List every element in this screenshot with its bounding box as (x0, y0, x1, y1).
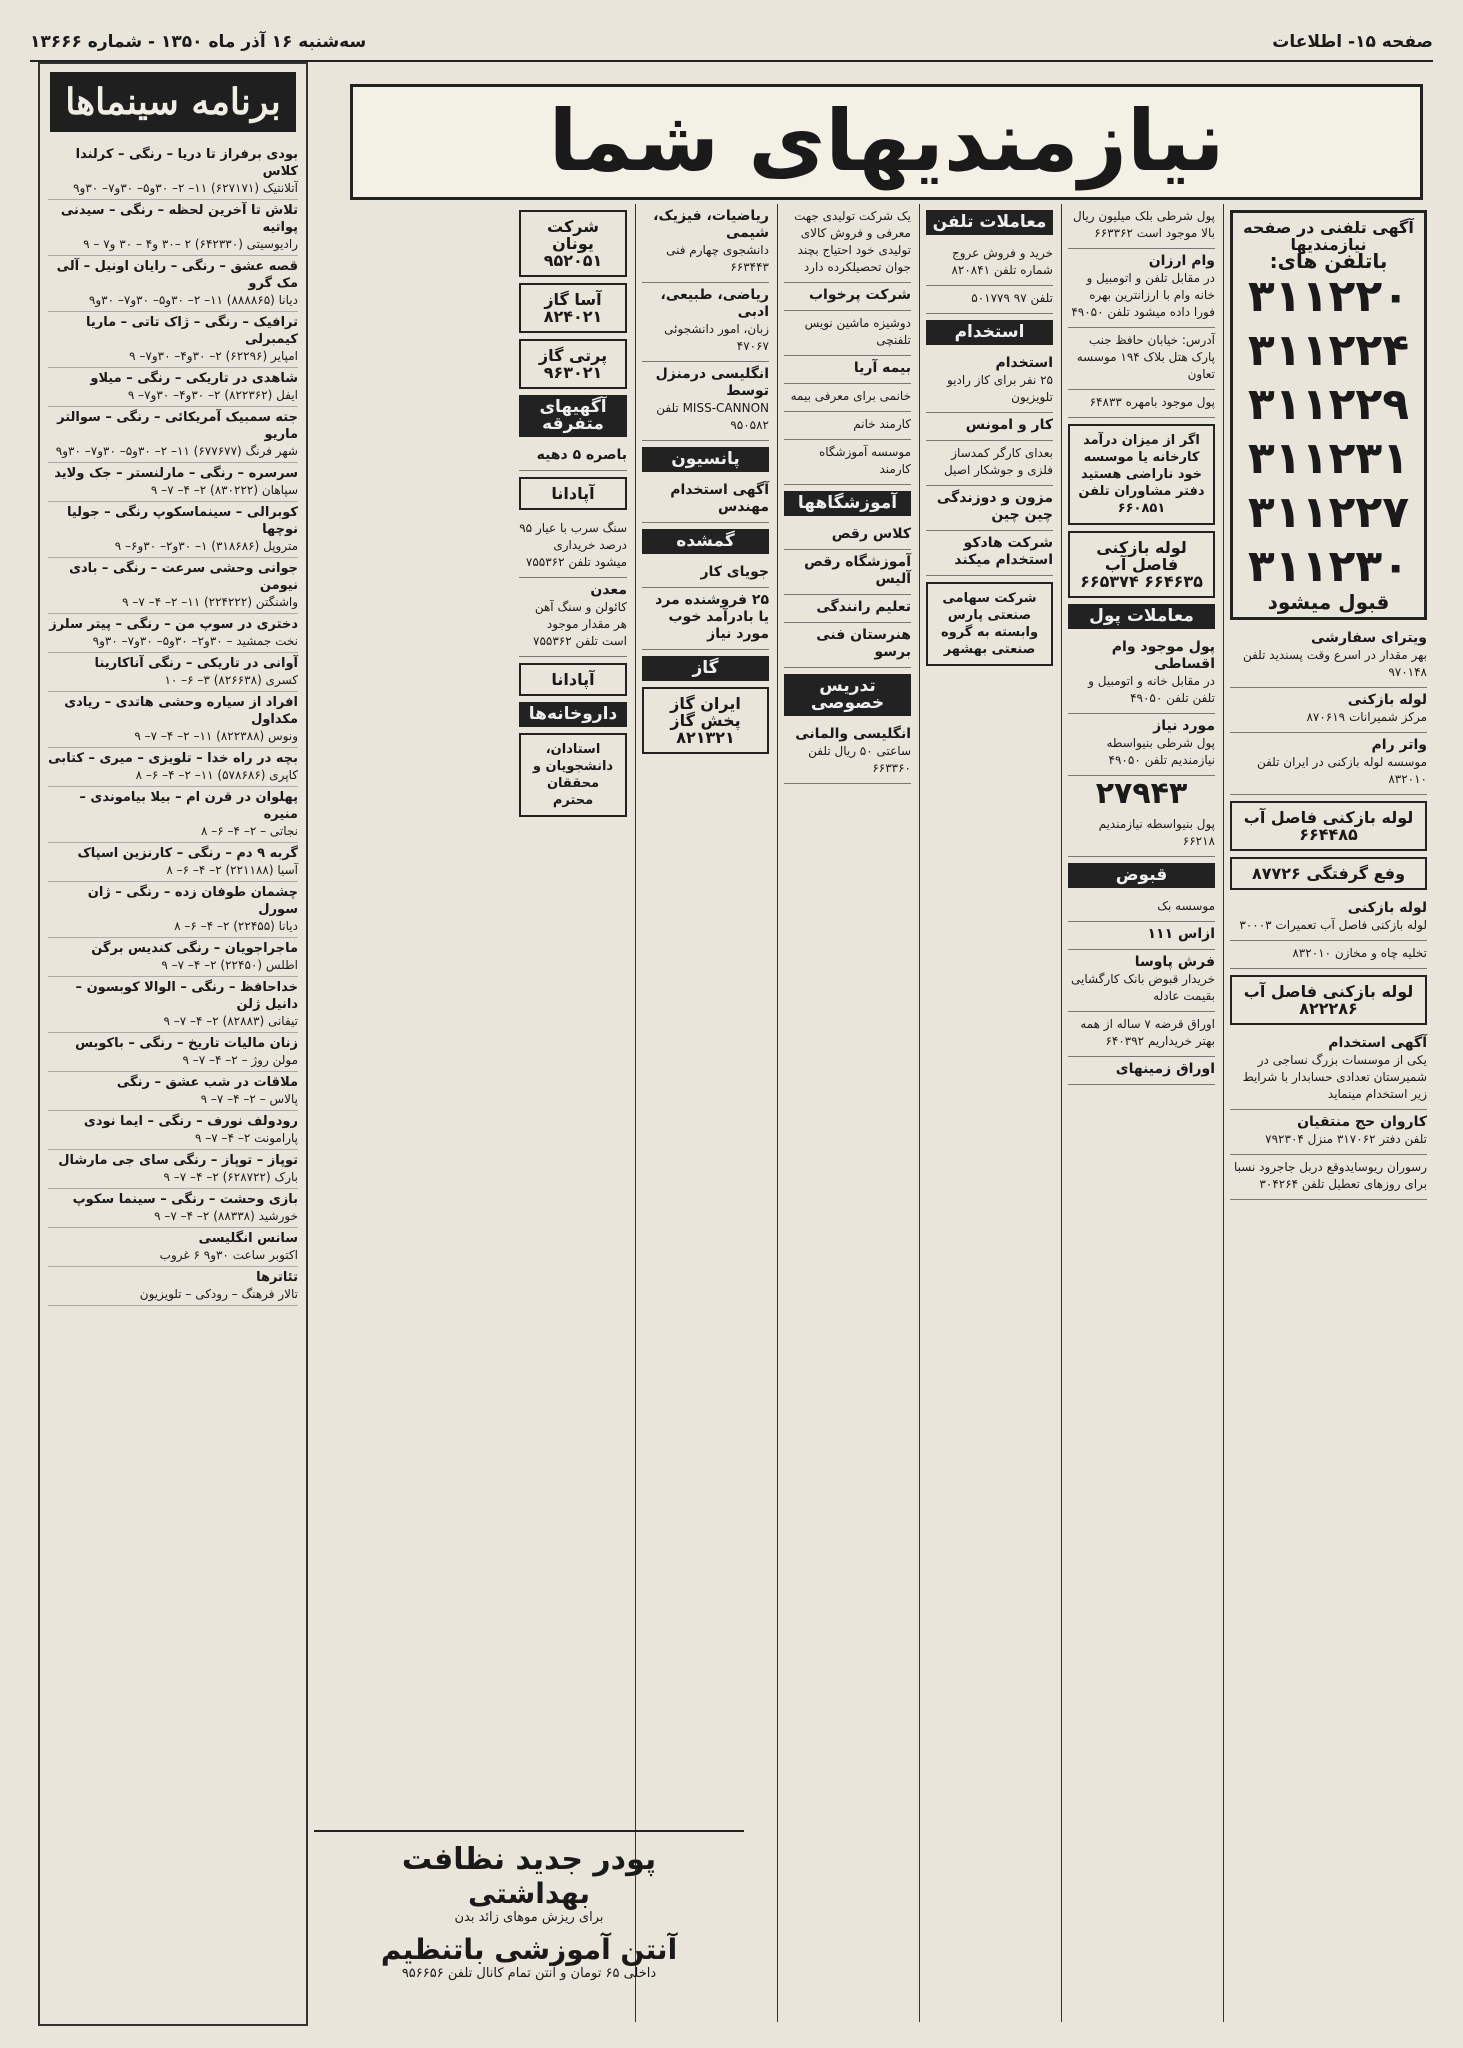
cinema-film-title: دختری در سوپ من – رنگی – پیتر سلرز (49, 617, 298, 632)
ad-well: تخلیه چاه و مخازن ۸۳۲۰۱۰ (1230, 941, 1427, 969)
cinema-film-title: چشمان طوفان زده – رنگی – ژان سورل (87, 885, 298, 917)
phone-list (1239, 270, 1418, 594)
cinema-item (48, 407, 298, 463)
ad-title: فرش پاوسا (1134, 954, 1215, 970)
cinema-film-title: تلاش تا آخرین لحظه – رنگی – سیدنی پواتیه (60, 203, 298, 235)
cinema-film-title: سانس انگلیسی (198, 1231, 298, 1246)
ad-driving (784, 595, 911, 623)
consult-box: اگر از میزان درآمد کارخانه یا موسسه خود ناراضی هستید دفتر مشاوران تلفن ۶۶۰۸۵۱ (1068, 424, 1215, 525)
phone-box-sub: باتلفن های: (1269, 249, 1388, 273)
ad-title: ریاضی، طبیعی، ادبی (660, 287, 769, 320)
page-header (30, 28, 1433, 58)
box-ad: ایران گاز پخش گاز ۸۲۱۳۲۱ (642, 687, 769, 754)
ad-metal: بعدای کارگر کمدساز فلزی و جوشکار اصیل (926, 441, 1053, 486)
ad-vision (519, 443, 627, 471)
ad-english-german (784, 722, 911, 784)
cinema-item (48, 748, 298, 787)
ad-title: جویای کار (700, 564, 769, 580)
cinema-item (48, 1072, 298, 1111)
cinema-film-title: توپاز – توپاز – رنگی سای جی مارشال (58, 1153, 298, 1168)
cinema-program-column (38, 62, 308, 2026)
cinema-item (48, 368, 298, 407)
ad-body: در مقابل خانه و اتومبیل و تلفن تلفن ۴۹۰۵۰ (1088, 674, 1215, 705)
ad-title: ازاس ۱۱۱ (1147, 926, 1215, 942)
big-number: ۲۷۹۴۳ (1095, 776, 1188, 811)
cinema-film-title: بازی وحشت – رنگی – سینما سکوپ (72, 1192, 298, 1207)
ad-phone: تلفن ۹۷ ۵۰۱۷۷۹ (926, 286, 1053, 314)
ad-body: زبان، امور دانشجوئی ۴۷۰۶۷ (664, 322, 769, 353)
ad-title: ۲۵ فروشنده مرد یا بادرآمد خوب مورد نیاز (655, 592, 769, 642)
phone-number: ۳۱۱۲۳۰ (1247, 541, 1410, 592)
cinema-item (48, 200, 298, 256)
cinema-showtimes: ونوس (۸۲۲۳۸۸) ۱۱– ۲– ۴– ۷– ۹ (134, 729, 298, 743)
ad-alice (784, 550, 911, 595)
ad-tailor (926, 486, 1053, 531)
ad-bank: موسسه بک (1068, 894, 1215, 922)
cinema-item (48, 144, 298, 200)
ad-body: بهر مقدار در اسرع وقت پسندید تلفن ۹۷۰۱۴۸ (1242, 648, 1427, 679)
ad-title: معدن (590, 582, 627, 598)
ad-money: پول موجود بامهره ۶۴۸۳۳ (1068, 390, 1215, 418)
ad-typist: دوشیزه ماشین نویس تلفنچی (784, 311, 911, 356)
cinema-showtimes: واشنگتن (۲۲۴۲۲۲) ۱۱– ۲– ۴– ۷– ۹ (122, 595, 298, 609)
phone-number: ۳۱۱۲۲۰ (1247, 271, 1410, 322)
box-ad: لوله بازکنی فاصل آب ۶۶۴۴۸۵ (1230, 801, 1427, 851)
section-pharmacies: داروخانه‌ها (519, 702, 627, 727)
cinema-film-title: ملاقات در شب عشق – رنگی (116, 1075, 298, 1090)
bottom-ad-text: برای ریزش موهای زائد بدن (454, 1910, 604, 1925)
phone-number: ۳۱۱۲۲۹ (1247, 379, 1410, 430)
cinema-film-title: آوانی در تاریکی – رنگی آناکارینا (94, 656, 298, 671)
box-ad: لوله بازکنی فاصل آب ۶۶۴۶۳۵ ۶۶۵۳۷۴ (1068, 531, 1215, 598)
ad-land (1068, 1057, 1215, 1085)
ad-title: واتر رام (1371, 737, 1427, 753)
cinema-showtimes: تیفانی (۸۲۸۸۳) ۲– ۴– ۷– ۹ (163, 1014, 298, 1028)
cinema-showtimes: سپاهان (۸۳۰۲۲۲) ۲– ۴– ۷– ۹ (150, 483, 298, 497)
bottom-ad-price: داخلی ۶۵ تومان و آنتن تمام کانال تلفن ۹۵۶۶۵۶ (401, 1966, 657, 1981)
box-ad: شرکت یونان ۹۵۲۰۵۱ (519, 210, 627, 277)
section-misc: آگهیهای متفرقه (519, 395, 627, 437)
section-receipts: قبوض (1068, 863, 1215, 888)
column-3 (919, 204, 1059, 2022)
cinema-film-title: زنان مالیات تاریخ – رنگی – باکوبس (75, 1036, 298, 1051)
cinema-item (48, 843, 298, 882)
section-gas: گاز (642, 656, 769, 681)
ad-hiring (1230, 1031, 1427, 1110)
ad-address: آدرس: خیابان حافظ جنب پارک هتل بلاک ۱۹۴ موسسه تعاون (1068, 328, 1215, 390)
ad-lady: خانمی برای معرفی بیمه (784, 384, 911, 412)
ad-water-ram (1230, 733, 1427, 795)
ad-salesmen (642, 588, 769, 650)
ad-mine (519, 578, 627, 657)
ad-title: تعلیم رانندگی (816, 599, 911, 615)
cinema-item (48, 938, 298, 977)
cinema-showtimes: دیانا (۲۲۴۵۵) ۲– ۴– ۶– ۸ (174, 919, 298, 933)
section-pension: پانسیون (642, 447, 769, 472)
phone-number: ۳۱۱۲۳۱ (1247, 433, 1410, 484)
column-5 (635, 204, 775, 2022)
cinema-showtimes: آسیا (۲۲۱۱۸۸) ۲– ۴– ۶– ۸ (166, 863, 298, 877)
section-schools: آموزشگاهها (784, 491, 911, 516)
phone-box (1230, 210, 1427, 620)
ad-work (926, 413, 1053, 441)
ad-employment (926, 351, 1053, 413)
box-ad: آپادانا (519, 663, 627, 696)
cinema-item (48, 977, 298, 1033)
cinema-showtimes: پارامونت ۲– ۴– ۷– ۹ (195, 1131, 298, 1145)
ad-title: اوراق زمینهای (1115, 1061, 1215, 1077)
ad-body: MISS-CANNON تلفن ۹۵۰۵۸۲ (656, 401, 769, 432)
ad-phone-sale: خرید و فروش عروج شماره تلفن ۸۲۰۸۴۱ (926, 241, 1053, 286)
cinema-item (48, 558, 298, 614)
bottom-ad-antenna: آنتن آموزشی باتنظیم (380, 1933, 678, 1966)
cinema-showtimes: اکتوبر ساعت ۳۰و۹ ۶ غروب (159, 1248, 298, 1262)
column-1 (1223, 204, 1433, 2022)
ad-body: تلفن دفتر ۳۱۷۰۶۲ منزل ۷۹۲۳۰۴ (1265, 1132, 1427, 1146)
box-ad: آسا گاز ۸۲۴۰۲۱ (519, 283, 627, 333)
ad-body: موسسه لوله بازکنی در ایران تلفن ۸۳۲۰۱۰ (1256, 755, 1427, 786)
cinema-item (48, 1111, 298, 1150)
ad-hadco (926, 531, 1053, 576)
ad-money-2: پول بنیواسطه نیازمندیم ۶۶۲۱۸ (1068, 812, 1215, 857)
cinema-film-title: قصه عشق – رنگی – رایان اونیل – آلی مک گرو (56, 259, 298, 291)
section-lost: گمشده (642, 529, 769, 554)
ad-sleep (784, 283, 911, 311)
ad-title: آگهی استخدام مهندس (670, 482, 769, 515)
cinema-film-title: پهلوان در قرن ام – بیلا بیاموندی – منیره (79, 790, 298, 822)
ad-title: کلاس رقص (831, 526, 911, 542)
ad-title: آگهی استخدام (1328, 1035, 1427, 1051)
cinema-showtimes: ایفل (۸۲۲۳۶۲) ۲– ۳۰و۴– ۳۰و۷– ۹ (127, 388, 298, 402)
box-ad: پرتی گاز ۹۶۳۰۲۱ (519, 339, 627, 389)
ad-clerk: کارمند خانم (784, 412, 911, 440)
ad-body: در مقابل تلفن و اتومبیل و خانه وام با ارزانترین بهره فورا داده میشود تلفن ۴۹۰۵۰ (1071, 271, 1215, 319)
cinema-showtimes: نخت جمشید – ۳۰و۲– ۳۰و۵– ۳۰و۷– ۳۰و۹ (92, 634, 298, 648)
ad-title: انگلیسی درمنزل توسط (655, 366, 769, 399)
ad-english-home (642, 362, 769, 441)
ad-title: باصره ۵ دهیه (536, 447, 627, 463)
cinema-film-title: شاهدی در تاریکی – رنگی – میلاو (90, 371, 298, 386)
cinema-showtimes: رادیوسیتی (۶۴۲۳۳۰) ۲ –۳۰ و۴ – ۳۰ و۷ – ۹ (83, 237, 298, 251)
issue-date: سه‌شنبه ۱۶ آذر ماه ۱۳۵۰ - شماره ۱۳۶۶۶ (30, 32, 367, 52)
cinema-showtimes: نجاتی – ۲– ۴– ۶– ۸ (200, 824, 298, 838)
cinema-film-title: جوانی وحشی سرعت – رنگی – بادی نیومن (69, 561, 298, 593)
ad-title: ریاضیات، فیزیک، شیمی (653, 208, 769, 241)
cinema-film-title: تئاترها (256, 1270, 298, 1285)
ad-title: شرکت پرخواب (808, 287, 911, 303)
cinema-item (48, 502, 298, 558)
ad-title: انگلیسی والمانی (795, 726, 911, 742)
cinema-item (48, 1228, 298, 1267)
ad-title: استخدام (995, 355, 1053, 371)
cinema-film-title: رودولف نورف – رنگی – ایما نودی (83, 1114, 298, 1129)
cinema-item (48, 1267, 298, 1306)
cinema-film-title: بچه در راه خدا – تلویزی – میری – کتابی (48, 751, 298, 766)
cinema-logo: برنامه سینماها (50, 72, 296, 132)
ad-bonds: اوراق قرضه ۷ ساله از همه بهتر خریداریم ۶۴۰۳۹۲ (1068, 1012, 1215, 1057)
ad-math (642, 204, 769, 283)
phone-number: ۳۱۱۲۲۴ (1247, 325, 1410, 376)
cinema-item (48, 692, 298, 748)
cinema-showtimes: اطلس (۲۲۴۵۰) ۲– ۴– ۷– ۹ (161, 958, 298, 972)
bottom-ad (314, 1830, 744, 2022)
page-title: نیازمندیهای شما (350, 84, 1423, 200)
ad-vitray (1230, 626, 1427, 688)
cinema-showtimes: مولن روژ – ۲– ۴– ۷– ۹ (182, 1053, 298, 1067)
cinema-showtimes: تالار فرهنگ – رودکی – تلویزیون (139, 1287, 298, 1301)
ad-science (642, 283, 769, 362)
ad-lead: سنگ سرب با عیار ۹۵ درصد خریداری میشود تلفن ۷۵۵۳۶۲ (519, 516, 627, 578)
section-private-tutoring: تدریس خصوصی (784, 674, 911, 716)
ad-title: شرکت هادکو استخدام میکند (954, 535, 1053, 568)
cinema-showtimes: خورشید (۸۸۳۳۸) ۲– ۴– ۷– ۹ (154, 1209, 298, 1223)
cinema-showtimes: آتلانتیک (۶۲۷۱۷۱) ۱۱– ۲– ۳۰و۵– ۳۰و۷– ۳۰و۹ (73, 181, 298, 195)
bottom-ad-sub: بهداشتی (467, 1877, 591, 1910)
ad-dance (784, 522, 911, 550)
cinema-film-title: گربه ۹ دم – رنگی – کارنزین اسپاک (77, 846, 298, 861)
ad-restaurant: رسوران ریوسایدوقع دربل جاجرود نسبا برای روزهای تعطیل تلفن ۳۰۴۲۶۴ (1230, 1155, 1427, 1200)
cinema-showtimes: کسری (۸۲۶۶۳۸) ۳– ۶– ۱۰ (164, 673, 298, 687)
column-2 (1061, 204, 1221, 2022)
ad-body: پول شرطی بنیواسطه نیازمندیم تلفن ۴۹۰۵۰ (1106, 736, 1215, 767)
section-money: معاملات پول (1068, 604, 1215, 629)
ad-body: ساعتی ۵۰ ریال تلفن ۶۶۳۳۶۰ (808, 744, 911, 775)
cinema-list (40, 140, 306, 1310)
ad-company: یک شرکت تولیدی جهت معرفی و فروش کالای تولیدی خود احتیاج بچند جوان تحصیلکرده دارد (784, 204, 911, 283)
ad-installment (1068, 635, 1215, 714)
box-ad: وفع گرفتگی ۸۷۷۲۶ (1230, 857, 1427, 890)
cinema-item (48, 463, 298, 502)
ad-school-clerk: موسسه آموزشگاه کارمند (784, 440, 911, 485)
cinema-showtimes: بارک (۶۲۸۷۲۲) ۲– ۴– ۷– ۹ (163, 1170, 298, 1184)
cinema-showtimes: متروپل (۳۱۸۶۸۶) ۱– ۳۰و۲– ۳۰و۶– ۹ (114, 539, 298, 553)
phone-box-title: آگهی تلفنی در صفحه نیازمندیها (1243, 218, 1414, 254)
cinema-film-title: خداحافظ – رنگی – الوالا کوبسون – دانیل ژلن (75, 980, 298, 1012)
cinema-showtimes: امپایر (۶۲۲۹۶) ۲– ۳۰و۴– ۳۰و۷– ۹ (129, 349, 298, 363)
cinema-film-title: بودی برفراز تا دریا – رنگی – کرلندا کلاس (75, 147, 298, 179)
ad-body: مرکز شمیرانات ۸۷۰۶۱۹ (1306, 710, 1427, 724)
ad-engineer (642, 478, 769, 523)
cinema-showtimes: کاپری (۵۷۸۶۸۶) ۱۱– ۲– ۴– ۶– ۸ (135, 768, 298, 782)
ad-loan: پول شرطی بلک میلیون ریال بالا موجود است ۶۶۳۳۶۲ (1068, 204, 1215, 249)
cinema-item (48, 1189, 298, 1228)
ad-title: مورد نیاز (1153, 718, 1215, 734)
ad-title: لوله بازکنی (1347, 900, 1427, 916)
bottom-ad-title: پودر جدید نظافت (401, 1842, 657, 1877)
ad-body: ۲۵ نفر برای کاز رادیو تلویزیون (946, 373, 1053, 404)
cinema-item (48, 653, 298, 692)
column-6 (513, 204, 633, 2022)
phone-box-end: قبول میشود (1267, 590, 1390, 614)
ad-title: کاروان حج منتقیان (1297, 1114, 1427, 1130)
ad-azas (1068, 922, 1215, 950)
ad-body: یکی از موسسات بزرگ نساجی در شمیرستان تعدادی حسابدار با شرایط زیر استخدام مینماید (1242, 1053, 1427, 1101)
ad-body: لوله بازکنی فاصل آب تعمیرات ۳۰۰۰۳ (1239, 918, 1427, 932)
box-ad: آپادانا (519, 477, 627, 510)
column-4 (777, 204, 917, 2022)
cinema-film-title: سرسره – رنگی – مارلنستر – جک ولاید (54, 466, 298, 481)
phone-number: ۳۱۱۲۲۷ (1247, 487, 1410, 538)
ad-title: لوله بازکنی (1347, 692, 1427, 708)
ad-body: دانشجوی چهارم فنی ۶۶۳۴۴۳ (666, 243, 769, 274)
ad-carpet (1068, 950, 1215, 1012)
stamp-ad: شرکت سهامی صنعتی پارس وابسته به گروه صنعتی بهشهر (926, 582, 1053, 666)
ad-title: وام ارزان (1148, 253, 1215, 269)
cinema-item (48, 1033, 298, 1072)
ad-cheap-loan (1068, 249, 1215, 328)
section-phone-deals: معاملات تلفن (926, 210, 1053, 235)
cinema-item (48, 1150, 298, 1189)
cinema-film-title: ترافیک – رنگی – ژاک تاتی – ماریا کیمبرلی (85, 315, 298, 347)
ad-hajj (1230, 1110, 1427, 1155)
ad-title: هنرستان فنی برسو (816, 627, 911, 660)
ad-title: بیمه آریا (853, 360, 911, 376)
page-number: صفحه ۱۵- اطلاعات (1272, 32, 1433, 52)
cinema-item (48, 256, 298, 312)
ad-tech-school (784, 623, 911, 668)
box-ad: استادان، دانشجویان و محققان محترم (519, 733, 627, 817)
cinema-item (48, 787, 298, 843)
ad-pipe (1230, 688, 1427, 733)
ad-job-seeker (642, 560, 769, 588)
cinema-item (48, 614, 298, 653)
cinema-showtimes: دیانا (۸۸۸۸۶۵) ۱۱– ۲– ۳۰و۵– ۳۰و۷– ۳۰و۹ (88, 293, 298, 307)
ad-pipe-2 (1230, 896, 1427, 941)
cinema-showtimes: شهر فرنگ (۶۷۷۶۷۷) ۱۱– ۲– ۳۰و۵– ۳۰و۷– ۳۰و۹ (55, 444, 298, 458)
cinema-item (48, 312, 298, 368)
ad-body: خریدار قبوض بانک کارگشایی بقیمت عادله (1071, 972, 1215, 1003)
cinema-showtimes: پالاس – ۲– ۴– ۷– ۹ (200, 1092, 298, 1106)
ad-body: کائولن و سنگ آهن هر مقدار موجود است تلفن ۷۵۵۳۶۲ (533, 600, 627, 648)
classifieds-area (314, 62, 1433, 2022)
ad-title: مزون و دوزندگی چین چین (936, 490, 1053, 523)
ad-title: کار و امونس (965, 417, 1053, 433)
cinema-item (48, 882, 298, 938)
ad-title: پول موجود وام اقساطی (1111, 639, 1215, 672)
cinema-film-title: جته سمبیک آمریکائی – رنگی – سوالتر ماریو (57, 410, 298, 442)
ad-title: آموزشگاه رقص آلیس (804, 554, 911, 587)
box-ad: لوله بازکنی فاصل آب ۸۲۲۲۸۶ (1230, 975, 1427, 1025)
ad-needed (1068, 714, 1215, 776)
ad-title: ویترای سفارشی (1311, 630, 1427, 646)
cinema-film-title: کوبرالی – سینماسکوپ رنگی – جولیا نوچها (66, 505, 298, 537)
section-employment: استخدام (926, 320, 1053, 345)
cinema-film-title: ماجراجویان – رنگی کندیس برگن (91, 941, 298, 956)
ad-insurance (784, 356, 911, 384)
cinema-film-title: افراد از سیاره وحشی هاتدی – ریادی مکداول (64, 695, 298, 727)
